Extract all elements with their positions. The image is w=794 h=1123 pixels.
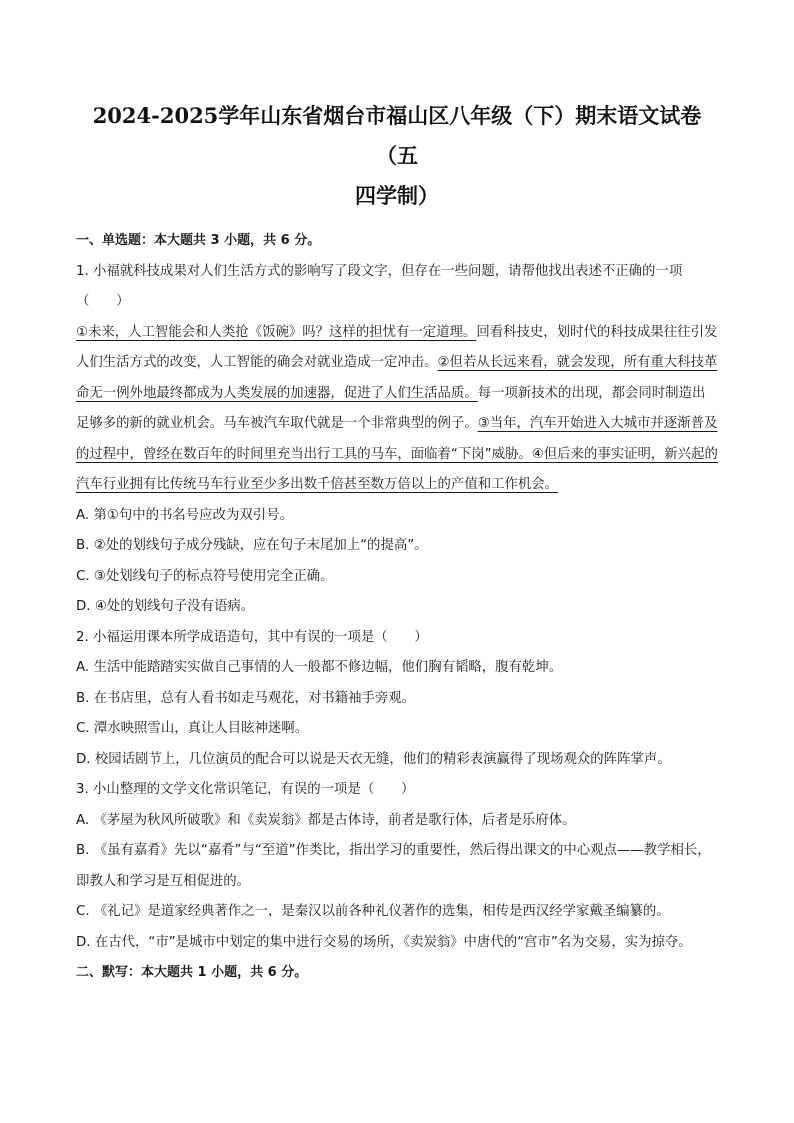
- section-1-heading: 一、单选题：本大题共 3 小题，共 6 分。: [76, 233, 321, 248]
- q2-option-b: B. 在书店里，总有人看书如走马观花，对书籍袖手旁观。: [76, 690, 416, 706]
- page-title: [76, 96, 718, 216]
- q1-option-d: D. ④处的划线句子没有语病。: [76, 599, 255, 614]
- q3-option-d: D. 在古代，“市”是城市中划定的集中进行交易的场所，《卖炭翁》中唐代的“宫市”名为交易，实为掠夺。: [76, 934, 692, 950]
- q3-option-b: B. 《虽有嘉肴》先以“嘉肴”与“至道”作类比，指出学习的重要性，然后得出课文的中心观点——教学相长，即教人和学习是互相促进的。: [76, 843, 711, 889]
- underlined-sentence-3: ③当年，汽车开始进入大城市并逐渐普及的过程中，曾经在数百年的时间里充当出行工具的马车，面临着“下岗”威胁。: [76, 416, 718, 462]
- title-line-1: 2024-2025学年山东省烟台市福山区八年级（下）期末语文试卷（五: [92, 103, 702, 168]
- q2-option-a: A. 生活中能踏踏实实做自己事情的人一般都不修边幅，他们胸有韬略，腹有乾坤。: [76, 660, 563, 675]
- q1-option-a: A. 第①句中的书名号应改为双引号。: [76, 507, 293, 523]
- q1-option-c: C. ③处划线句子的标点符号使用完全正确。: [76, 568, 334, 584]
- question-2-stem: 2. 小福运用课本所学成语造句，其中有误的一项是（ ）: [76, 629, 428, 645]
- underlined-sentence-1: ①未来，人工智能会和人类抢《饭碗》吗？这样的担忧有一定道理。: [76, 324, 477, 340]
- q1-option-b: B. ②处的划线句子成分残缺，应在句子末尾加上“的提高”。: [76, 538, 428, 553]
- underlined-sentence-4: ④但后来的事实证明，新兴起的汽车行业拥有比传统马车行业至少多出数千倍甚至数万倍以上的产值和工作机会。: [76, 446, 718, 492]
- question-3-stem: 3. 小山整理的文学文化常识笔记，有误的一项是（ ）: [76, 782, 415, 797]
- underlined-sentence-2: ②但若从长远来看，就会发现，所有重大科技革命无一例外地最终都成为人类发展的加速器，促进了人们生活品质。: [76, 355, 718, 401]
- passage-text: 回看科技史，划时代的科技成果往往引发人们生活方式的改变，人工智能的确会对就业造成一定冲击。: [76, 324, 718, 370]
- q3-option-c: C. 《礼记》是道家经典著作之一，是秦汉以前各种礼仪著作的选集，相传是西汉经学家戴圣编纂的。: [76, 904, 670, 919]
- question-1-text: 1. 小福就科技成果对人们生活方式的影响写了段文字，但存在一些问题，请帮他找出表述不正确的一项: [76, 263, 683, 279]
- question-1-stem: [76, 257, 718, 318]
- question-1-passage: [76, 318, 718, 501]
- answer-paren: （ ）: [76, 294, 130, 309]
- q2-option-d: D. 校园话剧节上，几位演员的配合可以说是天衣无缝，他们的精彩表演赢得了现场观众的阵阵掌声。: [76, 751, 671, 767]
- title-line-2: 四学制）: [355, 183, 439, 208]
- q3-option-a: A. 《茅屋为秋风所破歌》和《卖炭翁》都是古体诗，前者是歌行体，后者是乐府体。: [76, 812, 576, 828]
- q2-option-c: C. 潭水映照雪山，真让人目眩神迷啊。: [76, 721, 309, 736]
- section-2-heading: 二、默写：本大题共 1 小题，共 6 分。: [76, 965, 308, 980]
- passage-text: 每一项新技术的出现，都会同时制造出足够多的新的就业机会。马车被汽车取代就是一个非常典型的例子。: [76, 385, 706, 431]
